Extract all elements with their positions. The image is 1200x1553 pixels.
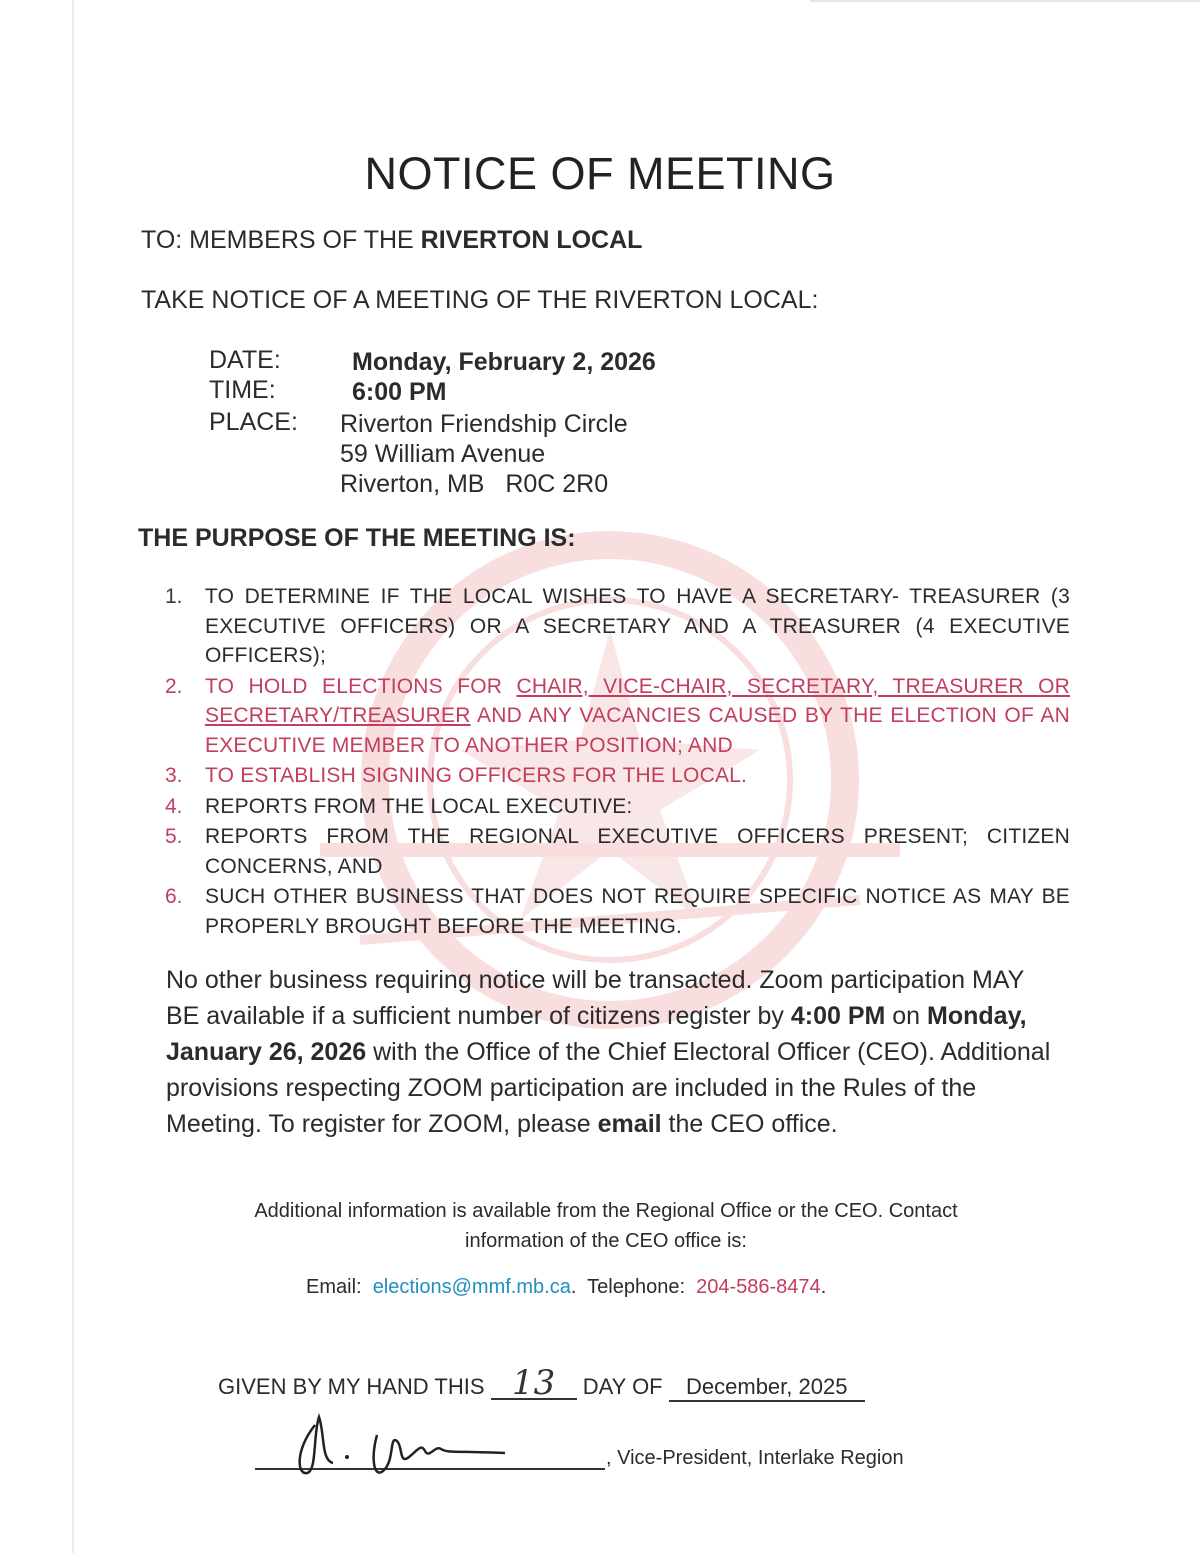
item-number: 6. (165, 885, 183, 908)
contact-end: . (820, 1276, 827, 1298)
date-value: Monday, February 2, 2026 (352, 348, 656, 376)
list-item (165, 792, 1070, 822)
given-prefix: GIVEN BY MY HAND THIS (218, 1374, 491, 1399)
place-line-3: Riverton, MB R0C 2R0 (340, 470, 609, 498)
item-number: 5. (165, 825, 183, 848)
item-number: 4. (165, 794, 183, 818)
recipient-local: RIVERTON LOCAL (420, 226, 643, 254)
contact-line (306, 1276, 826, 1299)
signature-icon (285, 1405, 515, 1485)
item-number: 2. (165, 674, 183, 698)
telephone-label: . Telephone: (570, 1276, 697, 1298)
list-item (165, 582, 1070, 671)
paragraph-text: No other business requiring notice will be transacted. Zoom participation MAY BE available if a sufficient number of citizens register by (166, 966, 1024, 1030)
list-item (165, 672, 1070, 761)
item-text: TO ESTABLISH SIGNING OFFICERS FOR THE LOCAL. (205, 764, 748, 787)
list-item (165, 761, 1070, 791)
paragraph-text: the CEO office. (661, 1110, 838, 1138)
place-line-2: 59 William Avenue (340, 440, 546, 468)
item-text: TO DETERMINE IF THE LOCAL WISHES TO HAVE A SECRETARY- TREASURER (3 EXECUTIVE OFFICERS) OR A SECRETARY AND A TREASURER (4 EXECUTIVE OFFICERS); (205, 585, 1070, 667)
given-line (218, 1363, 865, 1403)
deadline-date: Monday, January 26, 2026 (166, 1002, 1027, 1066)
list-item (165, 822, 1070, 881)
scan-edge (72, 0, 74, 1553)
additional-info-text: Additional information is available from the Regional Office or the CEO. Contact information of the CEO office is: (254, 1200, 958, 1252)
notice-line: TAKE NOTICE OF A MEETING OF THE RIVERTON LOCAL: (141, 286, 819, 314)
email-label: Email: (306, 1276, 373, 1298)
item-number: 1. (165, 585, 183, 608)
telephone-link[interactable]: 204-586-8474 (696, 1276, 821, 1298)
time-label: TIME: (209, 376, 276, 404)
purpose-heading: THE PURPOSE OF THE MEETING IS: (138, 524, 576, 552)
given-middle: DAY OF (576, 1374, 669, 1399)
given-month-year: December, 2025 (669, 1374, 865, 1402)
zoom-paragraph (166, 962, 1052, 1142)
paragraph-text: on (885, 1002, 928, 1030)
email-word: email (597, 1110, 662, 1138)
additional-info (0, 1196, 1200, 1256)
purpose-list (165, 582, 1070, 942)
list-item (165, 882, 1070, 941)
item-text-underlined: CHAIR, VICE-CHAIR, SECRETARY, TREASURER OR SECRETARY/TREASURER (205, 674, 1070, 727)
item-text-before: TO HOLD ELECTIONS FOR (205, 674, 517, 698)
given-day: 13 (491, 1368, 577, 1400)
email-link[interactable]: elections@mmf.mb.ca (372, 1276, 571, 1298)
item-number: 3. (165, 764, 183, 787)
time-value: 6:00 PM (352, 378, 447, 406)
scan-top-edge (810, 0, 1200, 2)
recipient-prefix: TO: MEMBERS OF THE (141, 226, 421, 254)
signer-title: , Vice-President, Interlake Region (606, 1447, 904, 1469)
place-label: PLACE: (209, 408, 298, 436)
item-text: REPORTS FROM THE REGIONAL EXECUTIVE OFFICERS PRESENT; CITIZEN CONCERNS, AND (205, 825, 1070, 878)
item-text-after: AND ANY VACANCIES CAUSED BY THE ELECTION OF AN EXECUTIVE MEMBER TO ANOTHER POSITION; AND (205, 704, 1070, 757)
item-text (205, 672, 1070, 761)
item-text: SUCH OTHER BUSINESS THAT DOES NOT REQUIRE SPECIFIC NOTICE AS MAY BE PROPERLY BROUGHT BEFORE THE MEETING. (205, 885, 1070, 938)
place-line-1: Riverton Friendship Circle (340, 410, 628, 438)
paragraph-text: with the Office of the Chief Electoral Officer (CEO). Additional provisions respecting ZOOM participation are included in the Rules of the Meeting. To register for ZOOM, please (166, 1038, 1051, 1138)
date-label: DATE: (209, 346, 281, 374)
deadline-time: 4:00 PM (790, 1002, 886, 1030)
item-text: REPORTS FROM THE LOCAL EXECUTIVE: (205, 794, 633, 818)
recipient-line (141, 226, 642, 255)
page-title: NOTICE OF MEETING (364, 148, 836, 199)
